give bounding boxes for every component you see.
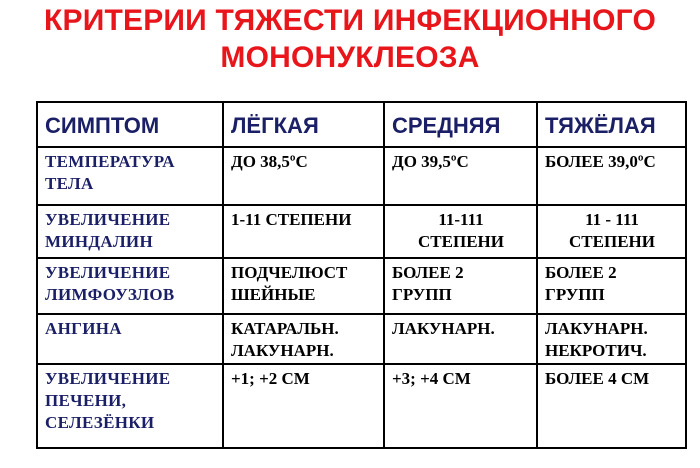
moderate-cell	[384, 258, 537, 314]
cell-line: ГРУПП	[545, 285, 605, 304]
symptom-cell	[37, 258, 223, 314]
table-row	[37, 364, 686, 448]
header-symptom: СИМПТОМ	[37, 102, 223, 147]
cell-line: АНГИНА	[45, 319, 122, 338]
cell-line: УВЕЛИЧЕНИЕ	[45, 263, 171, 282]
cell-line: УВЕЛИЧЕНИЕ	[45, 369, 171, 388]
symptom-cell	[37, 364, 223, 448]
symptom-cell	[37, 147, 223, 205]
cell-line: ПОДЧЕЛЮСТ	[231, 263, 348, 282]
cell-line: 11-111	[438, 210, 484, 229]
cell-line: БОЛЕЕ 2	[392, 263, 464, 282]
mild-cell	[223, 147, 384, 205]
severe-cell	[537, 205, 686, 258]
moderate-cell	[384, 205, 537, 258]
cell-line: СТЕПЕНИ	[569, 232, 655, 251]
cell-line: +1; +2 СМ	[231, 369, 310, 388]
cell-line: СТЕПЕНИ	[418, 232, 504, 251]
severe-cell	[537, 314, 686, 364]
cell-line: ЛАКУНАРН.	[231, 341, 334, 360]
header-moderate: СРЕДНЯЯ	[384, 102, 537, 147]
cell-line: КАТАРАЛЬН.	[231, 319, 339, 338]
cell-line: 11 - 111	[585, 210, 639, 229]
severity-table	[36, 101, 687, 449]
cell-line: СЕЛЕЗЁНКИ	[45, 413, 155, 432]
cell-line: ШЕЙНЫЕ	[231, 285, 316, 304]
title-line-1: КРИТЕРИИ ТЯЖЕСТИ ИНФЕКЦИОННОГО	[43, 4, 657, 37]
cell-line: ЛАКУНАРН.	[545, 319, 648, 338]
cell-line: ТЕМПЕРАТУРА	[45, 152, 175, 171]
table-row	[37, 258, 686, 314]
cell-line: ЛИМФОУЗЛОВ	[45, 285, 175, 304]
moderate-cell	[384, 364, 537, 448]
cell-line: МИНДАЛИН	[45, 232, 153, 251]
cell-line: ЛАКУНАРН.	[392, 319, 495, 338]
cell-line: ДО 38,5ºС	[231, 152, 308, 171]
cell-line: УВЕЛИЧЕНИЕ	[45, 210, 171, 229]
table-row	[37, 314, 686, 364]
moderate-cell	[384, 314, 537, 364]
title-line-2: МОНОНУКЛЕОЗА	[220, 41, 480, 74]
severe-cell	[537, 258, 686, 314]
cell-line: ТЕЛА	[45, 174, 94, 193]
table-row	[37, 147, 686, 205]
symptom-cell	[37, 205, 223, 258]
header-severe: ТЯЖЁЛАЯ	[537, 102, 686, 147]
symptom-cell	[37, 314, 223, 364]
severe-cell	[537, 364, 686, 448]
header-mild: ЛЁГКАЯ	[223, 102, 384, 147]
cell-line: 1-11 СТЕПЕНИ	[231, 210, 352, 229]
mild-cell	[223, 314, 384, 364]
page-title	[0, 2, 700, 76]
mild-cell	[223, 364, 384, 448]
severe-cell	[537, 147, 686, 205]
table-header-row	[37, 102, 686, 147]
cell-line: ПЕЧЕНИ,	[45, 391, 127, 410]
table-row	[37, 205, 686, 258]
cell-line: БОЛЕЕ 4 СМ	[545, 369, 650, 388]
mild-cell	[223, 258, 384, 314]
moderate-cell	[384, 147, 537, 205]
cell-line: БОЛЕЕ 2	[545, 263, 617, 282]
cell-line: +3; +4 СМ	[392, 369, 471, 388]
mild-cell	[223, 205, 384, 258]
cell-line: БОЛЕЕ 39,0ºС	[545, 152, 656, 171]
cell-line: НЕКРОТИЧ.	[545, 341, 647, 360]
cell-line: ГРУПП	[392, 285, 452, 304]
cell-line: ДО 39,5ºС	[392, 152, 469, 171]
